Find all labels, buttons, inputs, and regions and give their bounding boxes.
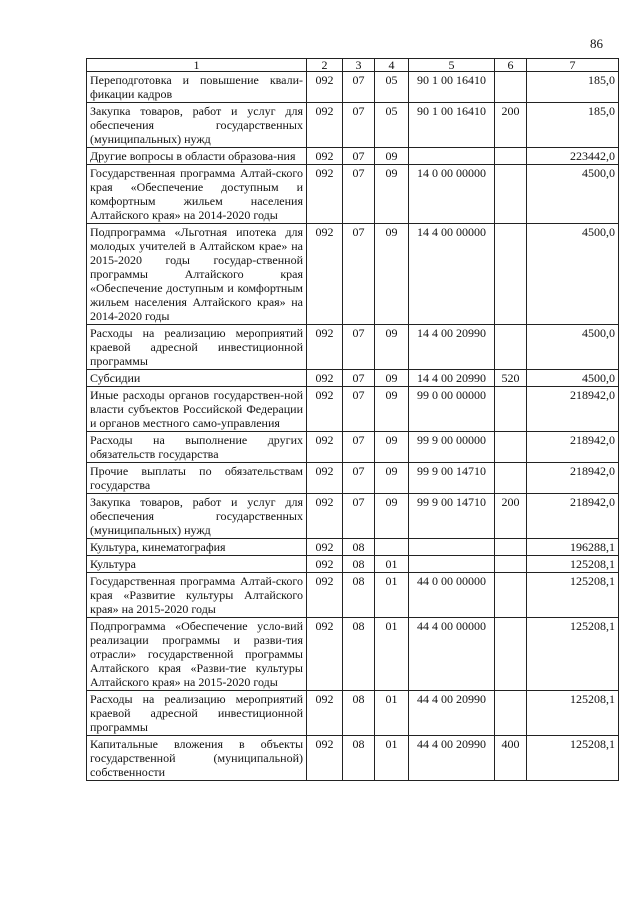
table-row (87, 148, 619, 165)
row-name: Субсидии (87, 370, 307, 387)
column-header: 6 (495, 59, 527, 72)
table-row (87, 224, 619, 325)
row-expense-type (495, 148, 527, 165)
row-expense-type (495, 72, 527, 103)
row-name: Государственная программа Алтай-ского края «Развитие культуры Алтайского края» на 2015-2020 годы (87, 573, 307, 618)
table-row (87, 325, 619, 370)
row-name: Расходы на реализацию мероприятий краевой адресной инвестиционной программы (87, 691, 307, 736)
row-expense-type (495, 618, 527, 691)
row-section-code: 08 (343, 691, 375, 736)
row-admin-code: 092 (307, 325, 343, 370)
row-target-code: 14 0 00 00000 (409, 165, 495, 224)
row-target-code: 90 1 00 16410 (409, 103, 495, 148)
row-name: Культура, кинематография (87, 539, 307, 556)
row-expense-type: 200 (495, 103, 527, 148)
row-section-code: 07 (343, 165, 375, 224)
table-row (87, 387, 619, 432)
row-admin-code: 092 (307, 691, 343, 736)
table-row (87, 573, 619, 618)
row-target-code: 99 9 00 14710 (409, 463, 495, 494)
row-name: Переподготовка и повышение квали-фикации кадров (87, 72, 307, 103)
row-name: Закупка товаров, работ и услуг для обеспечения государственных (муниципальных) нужд (87, 103, 307, 148)
budget-table (86, 58, 619, 781)
table-row (87, 72, 619, 103)
row-subsection-code: 09 (375, 494, 409, 539)
row-amount: 185,0 (527, 103, 619, 148)
row-subsection-code: 01 (375, 556, 409, 573)
table-row (87, 165, 619, 224)
row-target-code: 44 4 00 20990 (409, 736, 495, 781)
row-target-code: 44 4 00 20990 (409, 691, 495, 736)
row-amount: 223442,0 (527, 148, 619, 165)
row-amount: 218942,0 (527, 494, 619, 539)
row-expense-type (495, 691, 527, 736)
column-header: 5 (409, 59, 495, 72)
row-section-code: 07 (343, 432, 375, 463)
row-expense-type: 520 (495, 370, 527, 387)
row-name: Культура (87, 556, 307, 573)
row-name: Подпрограмма «Льготная ипотека для молодых учителей в Алтайском крае» на 2015-2020 годы государ-ственной программы Алтайского края «Обеспечение доступным и комфортным жильем населения Алтайского края» на 2014-2020 годы (87, 224, 307, 325)
row-admin-code: 092 (307, 103, 343, 148)
row-expense-type (495, 387, 527, 432)
row-target-code: 99 9 00 14710 (409, 494, 495, 539)
row-amount: 4500,0 (527, 165, 619, 224)
column-header: 2 (307, 59, 343, 72)
row-section-code: 08 (343, 573, 375, 618)
row-expense-type: 400 (495, 736, 527, 781)
row-admin-code: 092 (307, 224, 343, 325)
row-target-code (409, 556, 495, 573)
row-expense-type (495, 539, 527, 556)
row-target-code: 14 4 00 20990 (409, 325, 495, 370)
row-amount: 218942,0 (527, 387, 619, 432)
row-section-code: 08 (343, 556, 375, 573)
row-target-code (409, 539, 495, 556)
row-expense-type (495, 556, 527, 573)
row-section-code: 07 (343, 148, 375, 165)
page-number: 86 (590, 36, 603, 51)
row-name: Государственная программа Алтай-ского края «Обеспечение доступным и комфортным жильем населения Алтайского края» на 2014-2020 годы (87, 165, 307, 224)
row-name: Подпрограмма «Обеспечение усло-вий реализации программы и разви-тия отрасли» государственной программы Алтайского края «Разви-тие культуры Алтайского края» на 2015-2020 годы (87, 618, 307, 691)
row-subsection-code: 09 (375, 148, 409, 165)
row-admin-code: 092 (307, 618, 343, 691)
table-row (87, 103, 619, 148)
row-subsection-code: 09 (375, 325, 409, 370)
row-target-code: 14 4 00 20990 (409, 370, 495, 387)
row-subsection-code: 01 (375, 691, 409, 736)
column-header: 1 (87, 59, 307, 72)
row-admin-code: 092 (307, 556, 343, 573)
row-subsection-code: 01 (375, 573, 409, 618)
column-header: 3 (343, 59, 375, 72)
row-admin-code: 092 (307, 494, 343, 539)
row-amount: 4500,0 (527, 224, 619, 325)
row-admin-code: 092 (307, 165, 343, 224)
row-amount: 196288,1 (527, 539, 619, 556)
row-section-code: 07 (343, 463, 375, 494)
row-target-code: 99 0 00 00000 (409, 387, 495, 432)
column-header: 7 (527, 59, 619, 72)
row-amount: 125208,1 (527, 556, 619, 573)
table-row (87, 556, 619, 573)
row-section-code: 07 (343, 494, 375, 539)
row-subsection-code: 05 (375, 103, 409, 148)
row-target-code: 90 1 00 16410 (409, 72, 495, 103)
table-row (87, 691, 619, 736)
row-name: Капитальные вложения в объекты государственной (муниципальной) собственности (87, 736, 307, 781)
row-target-code: 99 9 00 00000 (409, 432, 495, 463)
row-section-code: 07 (343, 387, 375, 432)
table-row (87, 432, 619, 463)
row-admin-code: 092 (307, 573, 343, 618)
row-expense-type (495, 165, 527, 224)
row-name: Расходы на реализацию мероприятий краевой адресной инвестиционной программы (87, 325, 307, 370)
row-expense-type (495, 573, 527, 618)
row-subsection-code (375, 539, 409, 556)
row-section-code: 07 (343, 370, 375, 387)
row-admin-code: 092 (307, 370, 343, 387)
row-section-code: 08 (343, 618, 375, 691)
table-row (87, 539, 619, 556)
row-subsection-code: 09 (375, 165, 409, 224)
row-amount: 4500,0 (527, 370, 619, 387)
column-header: 4 (375, 59, 409, 72)
row-admin-code: 092 (307, 72, 343, 103)
row-section-code: 08 (343, 539, 375, 556)
row-expense-type: 200 (495, 494, 527, 539)
row-admin-code: 092 (307, 736, 343, 781)
row-amount: 125208,1 (527, 691, 619, 736)
row-admin-code: 092 (307, 148, 343, 165)
row-subsection-code: 05 (375, 72, 409, 103)
table-row (87, 618, 619, 691)
row-amount: 125208,1 (527, 618, 619, 691)
row-name: Закупка товаров, работ и услуг для обеспечения государственных (муниципальных) нужд (87, 494, 307, 539)
row-amount: 218942,0 (527, 432, 619, 463)
row-amount: 218942,0 (527, 463, 619, 494)
table-row (87, 736, 619, 781)
row-expense-type (495, 224, 527, 325)
row-subsection-code: 09 (375, 432, 409, 463)
row-subsection-code: 09 (375, 463, 409, 494)
row-target-code: 44 4 00 00000 (409, 618, 495, 691)
row-name: Другие вопросы в области образова-ния (87, 148, 307, 165)
row-admin-code: 092 (307, 432, 343, 463)
row-target-code (409, 148, 495, 165)
row-target-code: 44 0 00 00000 (409, 573, 495, 618)
row-expense-type (495, 463, 527, 494)
row-amount: 185,0 (527, 72, 619, 103)
row-section-code: 07 (343, 72, 375, 103)
row-subsection-code: 09 (375, 224, 409, 325)
row-expense-type (495, 325, 527, 370)
row-expense-type (495, 432, 527, 463)
table-row (87, 494, 619, 539)
row-subsection-code: 01 (375, 736, 409, 781)
row-amount: 4500,0 (527, 325, 619, 370)
row-section-code: 08 (343, 736, 375, 781)
row-admin-code: 092 (307, 463, 343, 494)
row-amount: 125208,1 (527, 736, 619, 781)
row-admin-code: 092 (307, 387, 343, 432)
row-subsection-code: 09 (375, 387, 409, 432)
row-admin-code: 092 (307, 539, 343, 556)
row-section-code: 07 (343, 103, 375, 148)
row-target-code: 14 4 00 00000 (409, 224, 495, 325)
row-subsection-code: 01 (375, 618, 409, 691)
table-row (87, 463, 619, 494)
row-name: Прочие выплаты по обязательствам государства (87, 463, 307, 494)
row-section-code: 07 (343, 224, 375, 325)
row-name: Иные расходы органов государствен-ной власти субъектов Российской Федерации и органов местного само-управления (87, 387, 307, 432)
table-header-row (87, 59, 619, 72)
row-name: Расходы на выполнение других обязательств государства (87, 432, 307, 463)
row-section-code: 07 (343, 325, 375, 370)
row-subsection-code: 09 (375, 370, 409, 387)
table-row (87, 370, 619, 387)
table-body (87, 72, 619, 781)
row-amount: 125208,1 (527, 573, 619, 618)
